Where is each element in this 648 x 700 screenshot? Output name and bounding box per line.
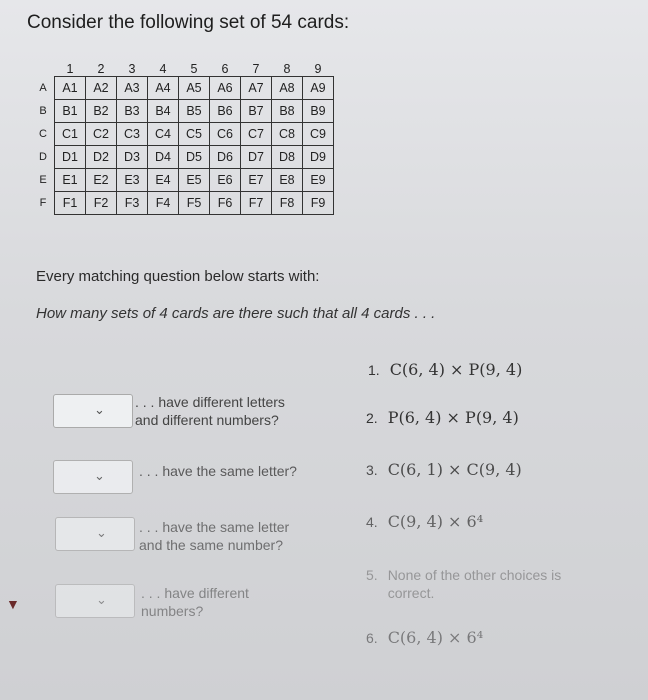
- chevron-down-icon: ⌄: [96, 592, 107, 607]
- card-cell: E9: [303, 169, 334, 192]
- card-cell: B6: [210, 100, 241, 123]
- answer-select-3[interactable]: [55, 517, 135, 551]
- card-cell: E6: [210, 169, 241, 192]
- row-label: F: [39, 197, 47, 209]
- card-cell: C7: [241, 123, 272, 146]
- card-cell: B3: [117, 100, 148, 123]
- column-header: 7: [252, 62, 260, 76]
- choice-5: 5. None of the other choices is correct.: [366, 567, 562, 601]
- card-cell: D8: [272, 146, 303, 169]
- card-cell: F1: [55, 192, 86, 215]
- card-cell: E7: [241, 169, 272, 192]
- card-cell: F3: [117, 192, 148, 215]
- card-cell: E8: [272, 169, 303, 192]
- card-cell: D3: [117, 146, 148, 169]
- card-cell: F9: [303, 192, 334, 215]
- column-header: 8: [283, 62, 291, 76]
- answer-select-2[interactable]: [53, 460, 133, 494]
- column-header: 2: [97, 62, 105, 76]
- match-prompt-3: . . . have the same letter and the same number?: [139, 519, 290, 553]
- card-cell: A6: [210, 77, 241, 100]
- column-header-row: [32, 62, 334, 77]
- card-cell: D2: [86, 146, 117, 169]
- card-cell: C5: [179, 123, 210, 146]
- chevron-down-icon: ⌄: [96, 525, 107, 540]
- chevron-down-icon: ⌄: [94, 468, 105, 483]
- choice-1: 1. C(6, 4) × P(9, 4): [368, 360, 523, 379]
- table-row: [32, 192, 334, 215]
- card-cell: D4: [148, 146, 179, 169]
- card-cell: A1: [55, 77, 86, 100]
- card-cell: A7: [241, 77, 272, 100]
- choice-4: 4. C(9, 4) × 6⁴: [366, 512, 484, 531]
- row-label: E: [39, 174, 47, 186]
- card-cell: A5: [179, 77, 210, 100]
- choice-3: 3. C(6, 1) × C(9, 4): [366, 460, 522, 479]
- page-title: Consider the following set of 54 cards:: [27, 12, 350, 33]
- card-cell: B2: [86, 100, 117, 123]
- question-stem: How many sets of 4 cards are there such that all 4 cards . . .: [36, 305, 436, 322]
- card-cell: A4: [148, 77, 179, 100]
- card-cell: F6: [210, 192, 241, 215]
- card-cell: A2: [86, 77, 117, 100]
- instructions-text: Every matching question below starts with:: [36, 268, 320, 285]
- row-label: B: [39, 105, 47, 117]
- card-cell: A9: [303, 77, 334, 100]
- table-row: [32, 100, 334, 123]
- row-label: A: [39, 82, 47, 94]
- table-row: [32, 123, 334, 146]
- card-cell: C2: [86, 123, 117, 146]
- card-cell: B8: [272, 100, 303, 123]
- column-header: 9: [314, 62, 322, 76]
- choice-2: 2. P(6, 4) × P(9, 4): [366, 408, 519, 427]
- answer-select-4[interactable]: [55, 584, 135, 618]
- table-row: [32, 77, 334, 100]
- card-cell: E3: [117, 169, 148, 192]
- card-cell: B5: [179, 100, 210, 123]
- card-cell: A8: [272, 77, 303, 100]
- match-prompt-2: . . . have the same letter?: [139, 463, 297, 479]
- card-cell: E1: [55, 169, 86, 192]
- card-cell: D1: [55, 146, 86, 169]
- card-cell: E4: [148, 169, 179, 192]
- card-cell: F4: [148, 192, 179, 215]
- edge-arrow-icon: ▼: [6, 596, 20, 612]
- match-prompt-1: . . . have different letters and different numbers?: [135, 394, 285, 428]
- card-cell: D6: [210, 146, 241, 169]
- card-cell: B7: [241, 100, 272, 123]
- column-header: 3: [128, 62, 136, 76]
- card-cell: D5: [179, 146, 210, 169]
- choice-6: 6. C(6, 4) × 6⁴: [366, 628, 484, 647]
- card-cell: D9: [303, 146, 334, 169]
- card-cell: C4: [148, 123, 179, 146]
- table-row: [32, 146, 334, 169]
- column-header: 4: [159, 62, 167, 76]
- card-cell: B9: [303, 100, 334, 123]
- column-header: 5: [190, 62, 198, 76]
- card-cell: E2: [86, 169, 117, 192]
- card-cell: A3: [117, 77, 148, 100]
- chevron-down-icon: ⌄: [94, 402, 105, 417]
- card-cell: F5: [179, 192, 210, 215]
- card-cell: C8: [272, 123, 303, 146]
- card-cell: E5: [179, 169, 210, 192]
- card-cell: F7: [241, 192, 272, 215]
- card-cell: B4: [148, 100, 179, 123]
- answer-select-1[interactable]: [53, 394, 133, 428]
- column-header: 6: [221, 62, 229, 76]
- card-cell: D7: [241, 146, 272, 169]
- column-header: 1: [66, 62, 74, 76]
- card-cell: C3: [117, 123, 148, 146]
- card-cell: C6: [210, 123, 241, 146]
- card-cell: F2: [86, 192, 117, 215]
- row-label: D: [39, 151, 47, 163]
- card-cell: C1: [55, 123, 86, 146]
- table-row: [32, 169, 334, 192]
- match-prompt-4: . . . have different numbers?: [141, 585, 249, 619]
- card-table: [32, 62, 334, 215]
- card-cell: F8: [272, 192, 303, 215]
- card-cell: B1: [55, 100, 86, 123]
- row-label: C: [39, 128, 47, 140]
- card-cell: C9: [303, 123, 334, 146]
